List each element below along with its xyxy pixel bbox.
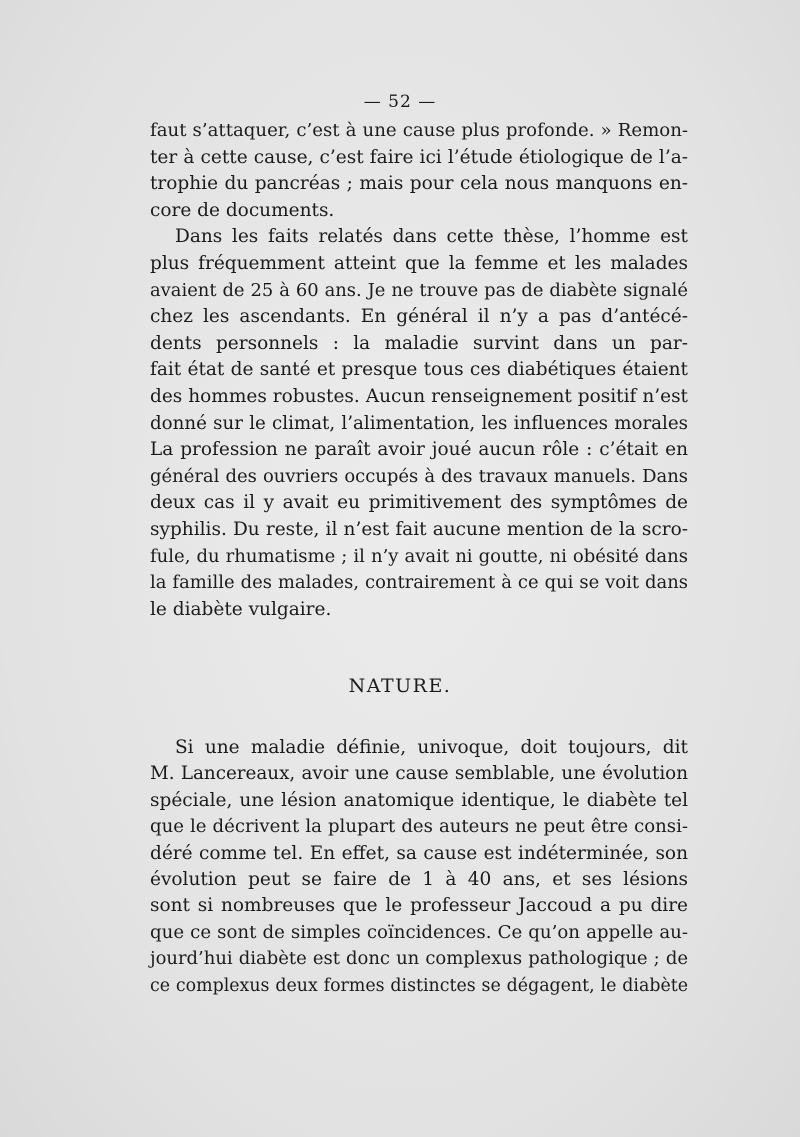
text-line: M. Lancereaux, avoir une cause semblable, une évolution — [150, 763, 688, 785]
text-line: faut s’attaquer, c’est à une cause plus profonde. » Remon- — [150, 120, 688, 141]
text-line: fait état de santé et presque tous ces diabétiques étaient — [150, 359, 688, 381]
text-line: que ce sont de simples coïncidences. Ce qu’on appelle au- — [150, 921, 688, 943]
text-line: ter à cette cause, c’est faire ici l’étude étiologique de l’a- — [150, 146, 688, 168]
text-line: que le décrivent la plupart des auteurs ne peut être consi- — [150, 816, 688, 838]
text-line: dents personnels : la maladie survint dans un par- — [150, 332, 688, 354]
text-line: core de documents. — [150, 199, 335, 221]
text-line: Dans les faits relatés dans cette thèse, l’homme est — [175, 226, 688, 248]
text-line: trophie du pancréas ; mais pour cela nous manquons en- — [150, 173, 688, 195]
text-block-top — [150, 118, 688, 623]
text-line: deux cas il y avait eu primitivement des symptômes de — [150, 492, 688, 514]
text-line: des hommes robustes. Aucun renseignement positif n’est — [150, 385, 688, 407]
section-heading: NATURE. — [348, 675, 452, 697]
page-number: — 52 — — [363, 92, 437, 112]
text-line: Si une maladie définie, univoque, doit toujours, dit — [175, 737, 688, 758]
paragraph — [150, 224, 688, 623]
text-line: spéciale, une lésion anatomique identique, le diabète tel — [150, 789, 688, 811]
text-line: donné sur le climat, l’alimentation, les influences morales — [150, 412, 688, 434]
text-line: le diabète vulgaire. — [150, 598, 332, 620]
text-line: plus fréquemment atteint que la femme et les malades — [150, 252, 688, 274]
text-line: évolution peut se faire de 1 à 40 ans, et ses lésions — [150, 869, 688, 891]
text-block-bottom — [150, 735, 688, 999]
text-line: sont si nombreuses que le professeur Jaccoud a pu dire — [150, 895, 688, 917]
text-line: la famille des malades, contrairement à ce qui se voit dans — [150, 572, 688, 594]
text-line: chez les ascendants. En général il n’y a pas d’antécé- — [150, 306, 688, 328]
text-line: La profession ne paraît avoir joué aucun rôle : c’était en — [150, 439, 688, 461]
paragraph — [150, 735, 688, 999]
text-line: jourd’hui diabète est donc un complexus pathologique ; de — [150, 948, 688, 970]
text-line: fule, du rhumatisme ; il n’y avait ni goutte, ni obésité dans — [150, 545, 688, 567]
paragraph — [150, 118, 688, 224]
text-line: déré comme tel. En effet, sa cause est indéterminée, son — [150, 842, 688, 864]
text-line: syphilis. Du reste, il n’est fait aucune mention de la scro- — [150, 518, 688, 540]
text-line: général des ouvriers occupés à des travaux manuels. Dans — [150, 465, 688, 487]
text-line: avaient de 25 à 60 ans. Je ne trouve pas de diabète signalé — [150, 279, 688, 301]
text-line: ce complexus deux formes distinctes se dégagent, le diabète — [150, 975, 688, 996]
